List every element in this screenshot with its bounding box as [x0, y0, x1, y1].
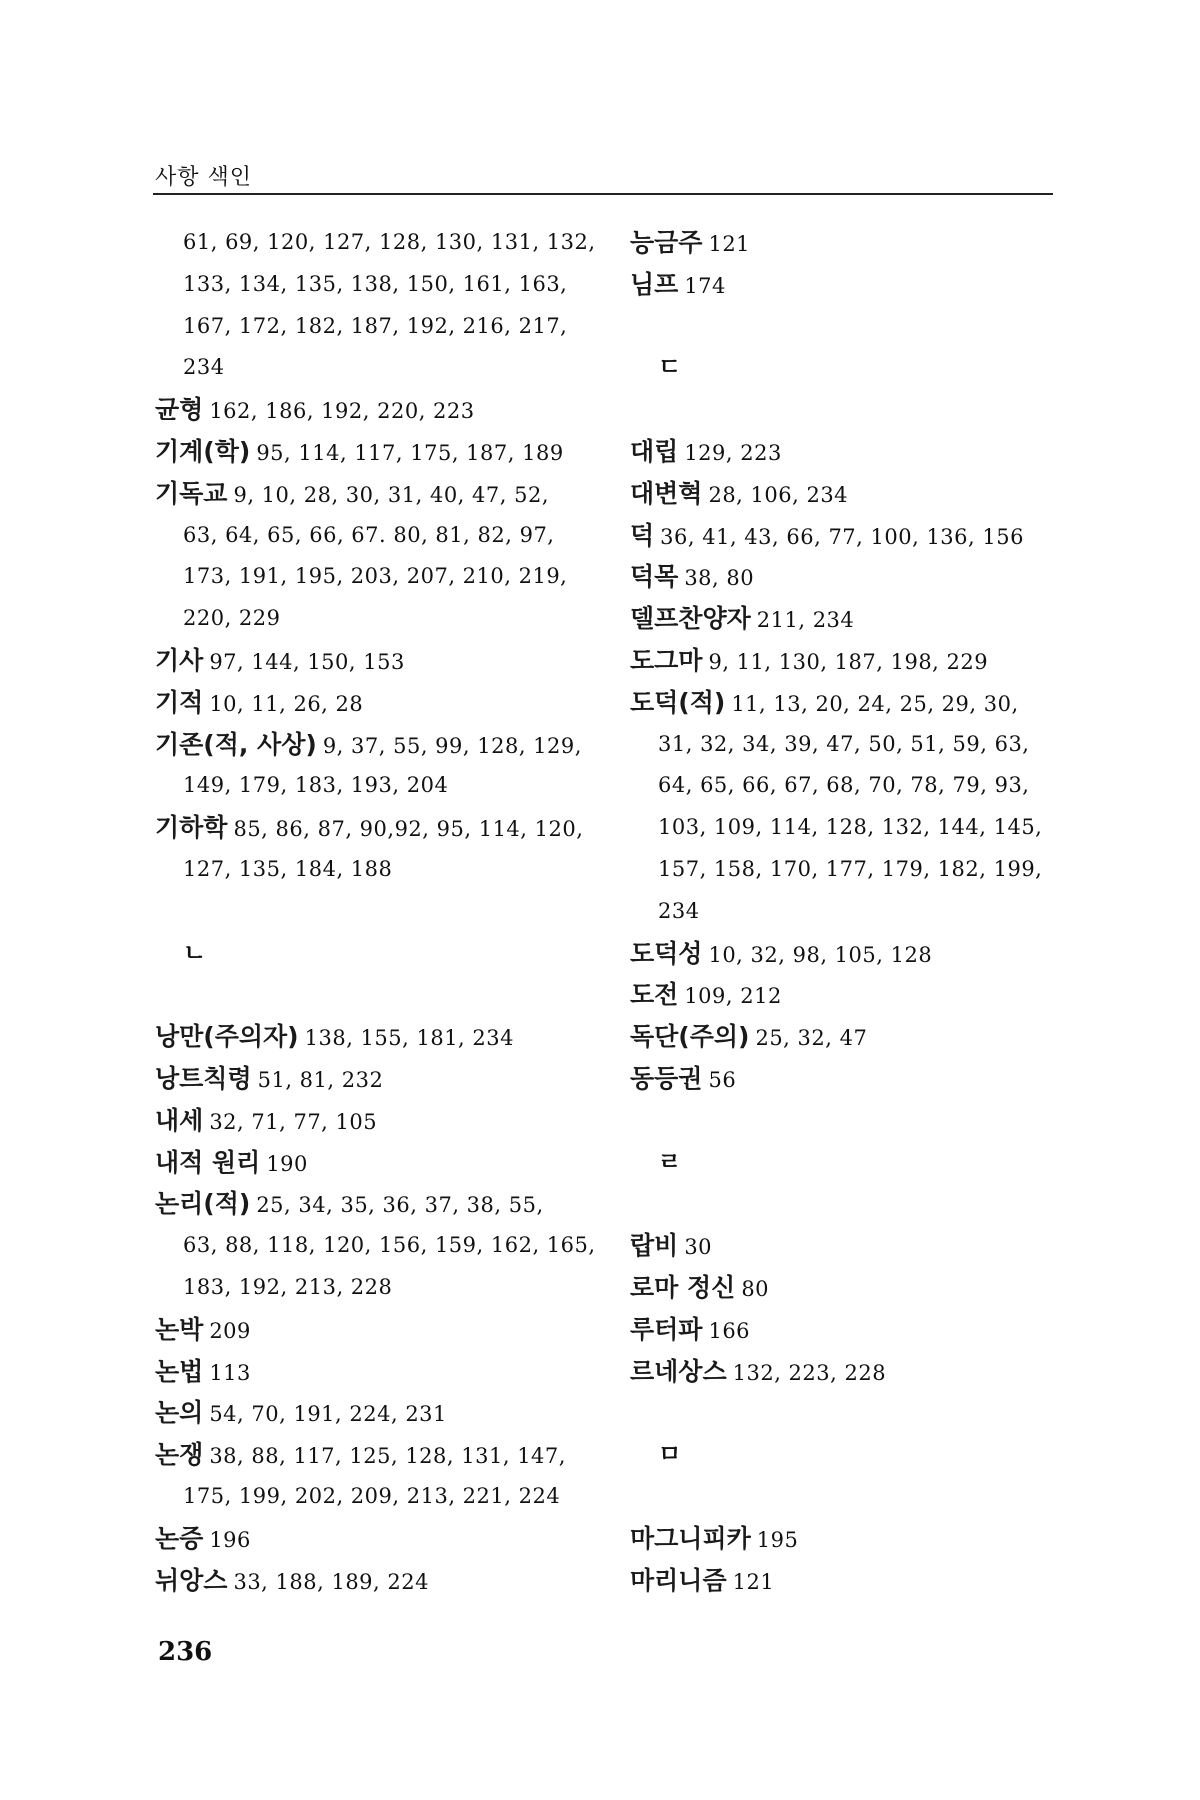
- page-refs: 190: [266, 1151, 308, 1176]
- index-entry: [630, 1351, 1070, 1393]
- index-entry: [630, 1058, 1070, 1100]
- index-term: 내적 원리: [155, 1147, 261, 1177]
- page-refs: 138, 155, 181, 234: [304, 1026, 514, 1051]
- page-refs-continued: 157, 158, 170, 177, 179, 182, 199,: [658, 856, 1043, 881]
- continuation-line: 167, 172, 182, 187, 192, 216, 217,: [183, 313, 568, 338]
- index-term: 기적: [155, 687, 204, 717]
- page-refs: 166: [708, 1318, 751, 1343]
- page-refs: 38, 88, 117, 125, 128, 131, 147,: [209, 1444, 566, 1469]
- page-refs: 54, 70, 191, 224, 231: [209, 1402, 447, 1427]
- section-heading: ㄴ: [183, 938, 207, 967]
- index-entry: [155, 640, 595, 682]
- page-refs: 25, 34, 35, 36, 37, 38, 55,: [256, 1193, 544, 1218]
- page-refs-continued: 234: [658, 898, 700, 923]
- index-entry: [630, 264, 1070, 306]
- index-term: 덕: [630, 520, 655, 550]
- index-term: 로마 정신: [630, 1272, 736, 1302]
- index-term: 균형: [155, 395, 204, 425]
- index-term: 기존(적, 사상): [155, 729, 317, 759]
- index-entry: [155, 1058, 595, 1100]
- index-term: 기계(학): [155, 436, 251, 466]
- index-term: 논의: [155, 1398, 204, 1428]
- page-refs-continued: 63, 64, 65, 66, 67. 80, 81, 82, 97,: [183, 522, 555, 547]
- index-term: 낭만(주의자): [155, 1022, 299, 1052]
- index-entry: [630, 515, 1070, 557]
- page-refs: 211, 234: [756, 608, 855, 633]
- index-entry: [630, 1518, 1070, 1560]
- page-refs: 33, 188, 189, 224: [233, 1569, 429, 1594]
- index-term: 르네상스: [630, 1356, 727, 1386]
- page-refs: 95, 114, 117, 175, 187, 189: [256, 440, 564, 465]
- index-entry: [155, 473, 595, 515]
- index-term: 대변혁: [630, 478, 703, 508]
- index-entry: [630, 431, 1070, 473]
- page-refs: 9, 11, 130, 187, 198, 229: [708, 649, 989, 674]
- page-refs: 10, 32, 98, 105, 128: [708, 942, 933, 967]
- continuation-line: 61, 69, 120, 127, 128, 130, 131, 132,: [183, 230, 596, 254]
- index-entry: [155, 682, 595, 724]
- index-term: 도전: [630, 980, 679, 1010]
- index-term: 델프찬양자: [630, 604, 751, 634]
- index-entry: [155, 1183, 595, 1225]
- index-term: 독단(주의): [630, 1022, 750, 1052]
- index-entry: [155, 807, 595, 849]
- index-term: 루터파: [630, 1314, 703, 1344]
- index-term: 마그니피카: [630, 1523, 751, 1553]
- index-entry: [155, 1560, 595, 1602]
- index-term: 마리니즘: [630, 1565, 727, 1595]
- section-heading: ㄷ: [658, 353, 682, 382]
- page-refs: 121: [708, 232, 751, 256]
- page-refs: 9, 10, 28, 30, 31, 40, 47, 52,: [233, 482, 549, 507]
- index-entry: [155, 1100, 595, 1142]
- page-refs: 38, 80: [684, 566, 755, 591]
- page-refs: 11, 13, 20, 24, 25, 29, 30,: [731, 691, 1019, 716]
- page-refs: 129, 223: [684, 440, 782, 465]
- page-refs: 162, 186, 192, 220, 223: [209, 399, 475, 424]
- page-refs: 97, 144, 150, 153: [209, 649, 405, 674]
- index-entry: [630, 1267, 1070, 1309]
- index-entry: [155, 1142, 595, 1184]
- page-refs: 195: [756, 1527, 799, 1552]
- page-refs: 113: [209, 1360, 251, 1385]
- index-term: 능금주: [630, 228, 703, 257]
- page-refs: 32, 71, 77, 105: [209, 1109, 378, 1134]
- page-refs: 30: [684, 1235, 713, 1260]
- index-term: 랍비: [630, 1231, 679, 1261]
- index-term: 논리(적): [155, 1189, 251, 1219]
- page-refs-continued: 127, 135, 184, 188: [183, 856, 393, 881]
- page-refs: 56: [708, 1067, 737, 1092]
- index-term: 기사: [155, 645, 204, 675]
- index-entry: [155, 1309, 595, 1351]
- page-refs-continued: 63, 88, 118, 120, 156, 159, 162, 165,: [183, 1233, 596, 1258]
- index-term: 님프: [630, 269, 679, 299]
- index-entry: [630, 598, 1070, 640]
- index-term: 뉘앙스: [155, 1565, 228, 1595]
- index-entry: [155, 724, 595, 766]
- running-header: 사항 색인: [155, 165, 253, 190]
- index-term: 기독교: [155, 478, 228, 508]
- index-term: 대립: [630, 436, 679, 466]
- index-entry: [630, 933, 1070, 975]
- index-term: 도그마: [630, 645, 703, 675]
- index-entry: [630, 1016, 1070, 1058]
- page-refs: 25, 32, 47: [755, 1026, 868, 1051]
- index-term: 내세: [155, 1105, 204, 1135]
- section-heading: ㅁ: [658, 1440, 682, 1469]
- continuation-line: 133, 134, 135, 138, 150, 161, 163,: [183, 271, 568, 296]
- page-refs: 209: [209, 1318, 251, 1343]
- index-entry: [155, 1434, 595, 1476]
- page-refs-continued: 175, 199, 202, 209, 213, 221, 224: [183, 1483, 561, 1508]
- page-refs: 196: [209, 1527, 251, 1552]
- page-number: 236: [158, 1637, 213, 1667]
- index-term: 덕목: [630, 562, 679, 592]
- page-refs-continued: 183, 192, 213, 228: [183, 1274, 393, 1299]
- page-refs-continued: 31, 32, 34, 39, 47, 50, 51, 59, 63,: [658, 731, 1030, 756]
- index-entry: [630, 1309, 1070, 1351]
- index-entry: [155, 1392, 595, 1434]
- index-entry: [155, 1016, 595, 1058]
- header-rule: [153, 193, 1053, 195]
- page-refs-continued: 64, 65, 66, 67, 68, 70, 78, 79, 93,: [658, 773, 1030, 798]
- page-refs: 121: [732, 1569, 775, 1594]
- index-entry: [630, 974, 1070, 1016]
- page-refs: 132, 223, 228: [732, 1360, 887, 1385]
- section-heading: ㄹ: [658, 1147, 682, 1176]
- page-refs: 85, 86, 87, 90,92, 95, 114, 120,: [233, 817, 584, 842]
- page-refs: 28, 106, 234: [708, 482, 849, 507]
- index-column-right: [630, 222, 1070, 1601]
- index-entry: [630, 1560, 1070, 1602]
- page-refs: 9, 37, 55, 99, 128, 129,: [322, 733, 582, 758]
- continuation-line: 234: [183, 355, 225, 380]
- index-term: 논증: [155, 1523, 204, 1553]
- index-term: 논쟁: [155, 1440, 204, 1470]
- page-refs-continued: 173, 191, 195, 203, 207, 210, 219,: [183, 564, 568, 589]
- page-refs: 10, 11, 26, 28: [209, 691, 364, 716]
- index-entry: [155, 1351, 595, 1393]
- index-term: 논박: [155, 1314, 204, 1344]
- index-term: 낭트칙령: [155, 1063, 252, 1093]
- index-term: 도덕(적): [630, 687, 726, 717]
- page-refs: 80: [741, 1276, 770, 1301]
- index-term: 도덕성: [630, 938, 703, 968]
- index-entry: [155, 1518, 595, 1560]
- index-term: 논법: [155, 1356, 204, 1386]
- page-refs: 36, 41, 43, 66, 77, 100, 136, 156: [660, 524, 1024, 549]
- index-entry: [630, 682, 1070, 724]
- page-refs-continued: 103, 109, 114, 128, 132, 144, 145,: [658, 815, 1043, 840]
- index-entry: [155, 431, 595, 473]
- index-entry: [630, 473, 1070, 515]
- page-refs: 174: [684, 273, 726, 298]
- index-entry: [630, 222, 1070, 264]
- page-refs: 51, 81, 232: [257, 1067, 384, 1092]
- index-column-left: [155, 222, 595, 1601]
- index-term: 동등권: [630, 1063, 703, 1093]
- index-entry: [630, 640, 1070, 682]
- index-term: 기하학: [155, 813, 228, 843]
- page-refs-continued: 149, 179, 183, 193, 204: [183, 773, 449, 798]
- page-refs: 109, 212: [684, 984, 782, 1009]
- index-entry: [630, 556, 1070, 598]
- index-entry: [630, 1225, 1070, 1267]
- index-entry: [155, 389, 595, 431]
- page-refs-continued: 220, 229: [183, 606, 281, 631]
